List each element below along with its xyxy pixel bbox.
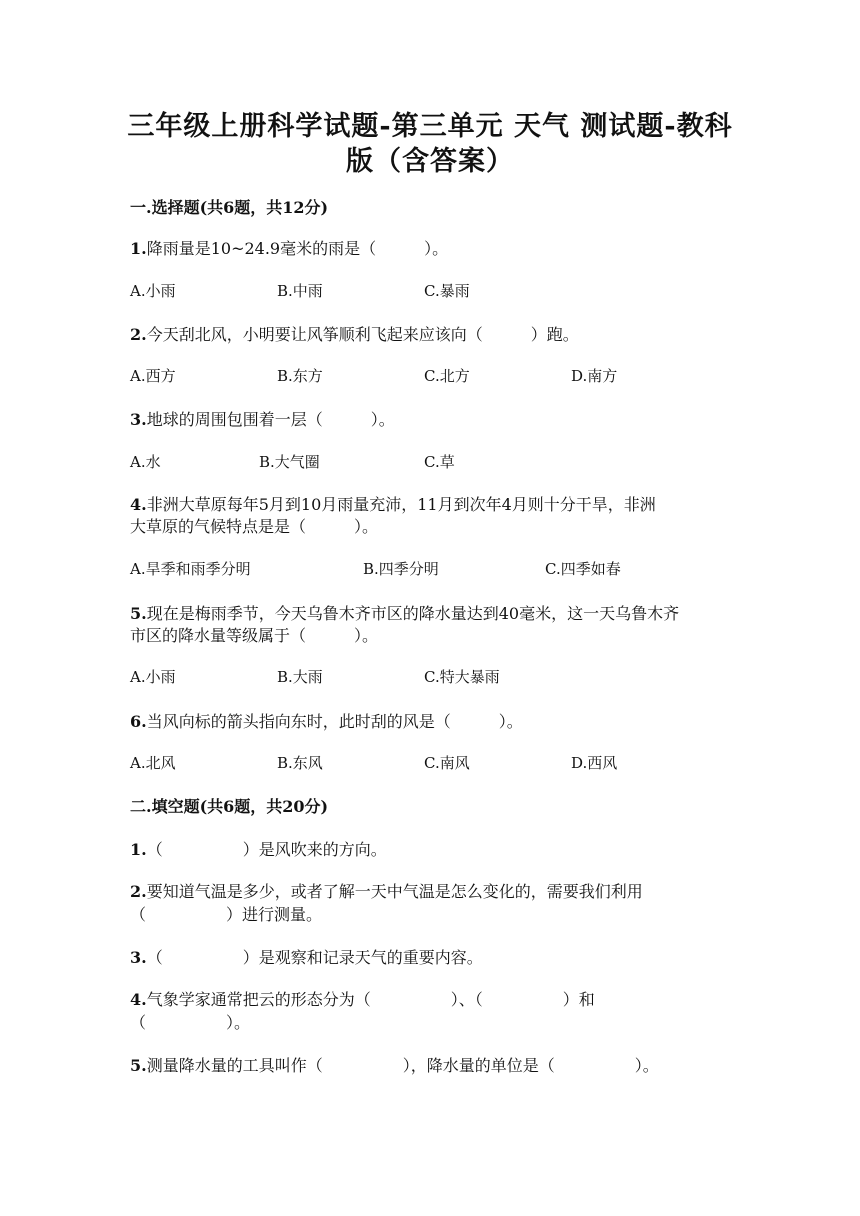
question-text-continued: 市区的降水量等级属于（ ）。 bbox=[130, 626, 379, 645]
question bbox=[130, 879, 643, 902]
question-text-continued: （ ）进行测量。 bbox=[130, 905, 323, 924]
option: C.草 bbox=[424, 453, 455, 471]
option: A.北风 bbox=[130, 754, 176, 772]
question-text-continued: 大草原的气候特点是是（ ）。 bbox=[130, 517, 379, 536]
option: B.大雨 bbox=[277, 668, 323, 686]
option: D.西风 bbox=[571, 754, 618, 772]
question bbox=[130, 1053, 659, 1076]
question-number: 2. bbox=[130, 325, 147, 344]
option: B.东风 bbox=[277, 754, 323, 772]
question-text: 今天刮北风，小明要让风筝顺利飞起来应该向（ ）跑。 bbox=[146, 325, 579, 344]
option: A.小雨 bbox=[130, 282, 176, 300]
question-number: 6. bbox=[130, 712, 147, 731]
question bbox=[130, 601, 679, 624]
option: C.四季如春 bbox=[545, 560, 621, 578]
question bbox=[130, 236, 448, 259]
question bbox=[130, 837, 387, 860]
question-text: （ ）是观察和记录天气的重要内容。 bbox=[146, 948, 483, 967]
option: C.特大暴雨 bbox=[424, 668, 500, 686]
question bbox=[130, 709, 523, 732]
question-text: 地球的周围包围着一层（ ）。 bbox=[146, 410, 395, 429]
question-text: 测量降水量的工具叫作（ ），降水量的单位是（ ）。 bbox=[146, 1056, 659, 1075]
section-heading-fill-blank: 二.填空题(共6题，共20分) bbox=[130, 797, 329, 816]
section-heading-choice: 一.选择题(共6题，共12分) bbox=[130, 198, 329, 217]
option: A.小雨 bbox=[130, 668, 176, 686]
option: C.北方 bbox=[424, 367, 470, 385]
question-text: 要知道气温是多少，或者了解一天中气温是怎么变化的，需要我们利用 bbox=[146, 882, 643, 901]
question-number: 4. bbox=[130, 990, 147, 1009]
question bbox=[130, 407, 395, 430]
option: C.南风 bbox=[424, 754, 470, 772]
question-number: 1. bbox=[130, 239, 147, 258]
option: A.西方 bbox=[130, 367, 176, 385]
question-number: 2. bbox=[130, 882, 147, 901]
question bbox=[130, 945, 483, 968]
option: B.东方 bbox=[277, 367, 323, 385]
question bbox=[130, 492, 656, 515]
question-number: 5. bbox=[130, 1056, 147, 1075]
question-number: 1. bbox=[130, 840, 147, 859]
option: B.大气圈 bbox=[259, 453, 320, 471]
question-number: 3. bbox=[130, 410, 147, 429]
question-text: 降雨量是10~24.9毫米的雨是（ ）。 bbox=[146, 239, 449, 258]
question-text: 当风向标的箭头指向东时，此时刮的风是（ ）。 bbox=[146, 712, 523, 731]
question bbox=[130, 987, 595, 1010]
option: B.中雨 bbox=[277, 282, 323, 300]
question-number: 4. bbox=[130, 495, 147, 514]
question-text-continued: （ ）。 bbox=[130, 1013, 251, 1032]
question bbox=[130, 322, 579, 345]
question-text: （ ）是风吹来的方向。 bbox=[146, 840, 387, 859]
option: A.水 bbox=[130, 453, 161, 471]
option: D.南方 bbox=[571, 367, 618, 385]
page-title: 三年级上册科学试题-第三单元 天气 测试题-教科 bbox=[127, 111, 733, 142]
page-title-line2: 版（含答案） bbox=[346, 146, 514, 177]
question-text: 气象学家通常把云的形态分为（ ）、（ ）和 bbox=[146, 990, 595, 1009]
option: C.暴雨 bbox=[424, 282, 470, 300]
question-number: 5. bbox=[130, 604, 147, 623]
question-text: 非洲大草原每年5月到10月雨量充沛，11月到次年4月则十分干旱，非洲 bbox=[146, 495, 656, 514]
option: B.四季分明 bbox=[363, 560, 439, 578]
option: A.旱季和雨季分明 bbox=[130, 560, 251, 578]
question-text: 现在是梅雨季节，今天乌鲁木齐市区的降水量达到40毫米，这一天乌鲁木齐 bbox=[146, 604, 680, 623]
question-number: 3. bbox=[130, 948, 147, 967]
